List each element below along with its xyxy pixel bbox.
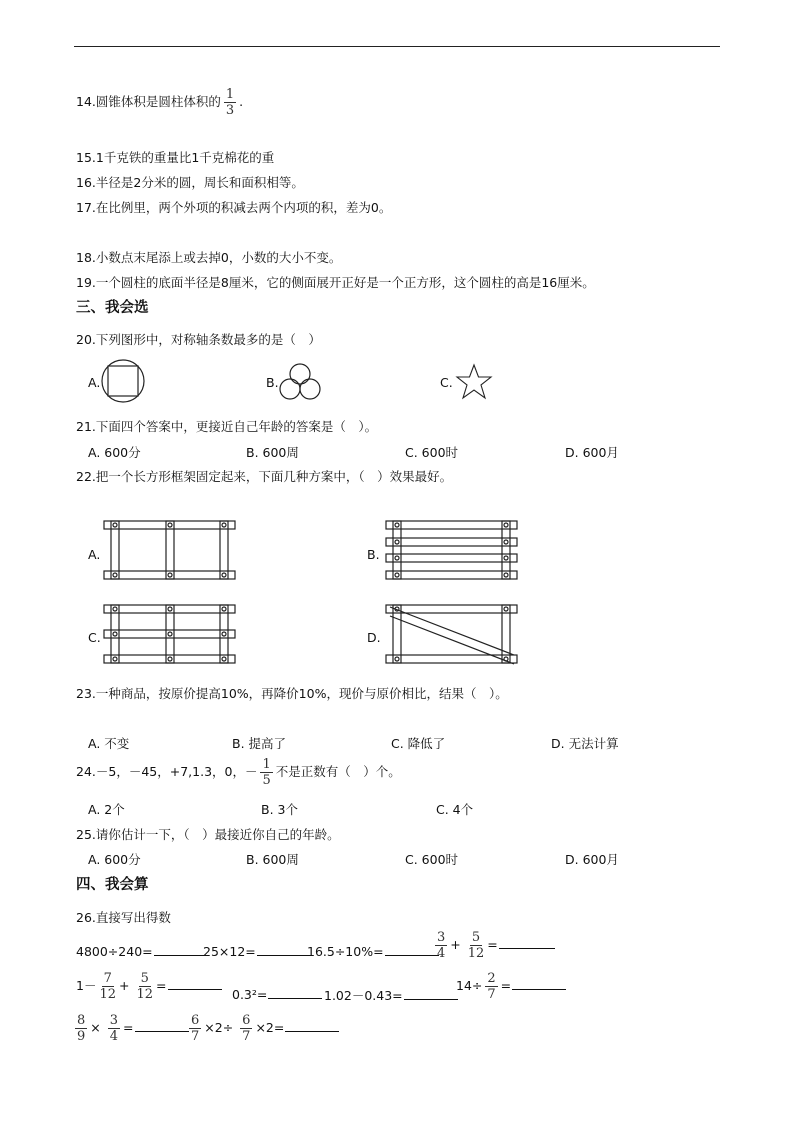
calc-fraction-mixed-ops [186,1014,339,1043]
fraction-numerator: 2 [487,971,496,986]
fraction [108,1014,120,1043]
q20-option-b-label: B. [266,375,279,390]
operator: + [119,978,130,993]
fraction-numerator: 1 [262,757,271,772]
fraction-denominator: 7 [242,1029,251,1044]
question-15: 15.1千克铁的重量比1千克棉花的重 [76,150,275,165]
fraction-denominator: 12 [467,946,485,961]
fraction-numerator: 6 [242,1013,251,1028]
calc-expression: 14÷ [456,978,483,993]
calc-4800-div-240 [76,943,208,959]
fraction [224,88,236,117]
calc-0-3-squared [232,986,322,1002]
q25-option-a: A. 600分 [88,852,141,867]
q22-option-b-label: B. [367,547,380,562]
question-20: 20.下列图形中，对称轴条数最多的是（ ） [76,332,321,347]
answer-blank[interactable] [268,986,322,999]
fraction-denominator: 4 [437,946,446,961]
question-19: 19.一个圆柱的底面半径是8厘米，它的侧面展开正好是一个正方形，这个圆柱的高是16厘米。 [76,275,595,290]
q14-end: . [239,94,244,109]
q25-option-c: C. 600时 [405,852,459,867]
calc-expression: 1－ [76,978,97,993]
q24-option-a: A. 2个 [88,802,125,817]
section-3-heading: 三、我会选 [76,300,149,316]
equals-sign: ×2= [255,1020,285,1035]
q23-option-c: C. 降低了 [391,736,446,751]
circle-square-figure [100,359,148,407]
q21-option-a: A. 600分 [88,445,141,460]
fraction [435,931,447,960]
equals-sign: = [487,937,498,952]
fraction-numerator: 8 [77,1013,86,1028]
fraction [136,972,153,1001]
question-25: 25.请你估计一下，（ ）最接近你自己的年龄。 [76,827,340,842]
fraction-denominator: 5 [262,773,271,788]
q21-option-d: D. 600月 [565,445,619,460]
calc-expression: 25×12= [203,944,256,959]
equals-sign: = [156,978,167,993]
answer-blank[interactable] [135,1019,189,1032]
fraction-denominator: 3 [225,103,235,118]
calc-one-minus-fractions [76,972,222,1001]
fraction [240,1014,252,1043]
operator: + [450,937,461,952]
q24-option-b: B. 3个 [261,802,298,817]
fraction [189,1014,201,1043]
section-4-heading: 四、我会算 [76,877,149,893]
question-21: 21.下面四个答案中，更接近自己年龄的答案是（ ）。 [76,419,378,434]
fraction-denominator: 4 [109,1029,119,1044]
fraction-numerator: 3 [437,930,446,945]
q23-option-d: D. 无法计算 [551,736,619,751]
fraction [485,972,497,1001]
frame-figure-b [386,521,518,581]
frame-figure-d [386,605,520,665]
calc-16-5-div-10pct [307,943,439,959]
answer-blank[interactable] [285,1019,339,1032]
fraction-denominator: 9 [77,1029,86,1044]
calc-fraction-product [72,1014,189,1043]
question-24 [76,758,401,787]
fraction-numerator: 3 [109,1013,119,1028]
q22-option-d-label: D. [367,630,381,645]
q24-text-after: 不是正数有（ ）个。 [275,764,401,779]
q14-text: 14.圆锥体积是圆柱体积的 [76,94,221,109]
question-17: 17.在比例里，两个外项的积减去两个内项的积，差为0。 [76,200,392,215]
answer-blank[interactable] [499,936,555,949]
q23-option-b: B. 提高了 [232,736,287,751]
q25-option-d: D. 600月 [565,852,619,867]
star-figure [455,364,495,400]
q21-option-b: B. 600周 [246,445,299,460]
operator: ×2÷ [204,1020,234,1035]
q20-option-a-label: A. [88,375,101,390]
fraction-numerator: 1 [225,87,235,102]
q24-option-c: C. 4个 [436,802,474,817]
fraction-numerator: 7 [103,971,112,986]
operator: × [90,1020,101,1035]
q20-option-c-label: C. [440,375,453,390]
fraction-numerator: 5 [140,971,149,986]
header-rule [74,46,720,47]
question-26-title: 26.直接写出得数 [76,910,171,925]
question-14 [76,88,243,117]
answer-blank[interactable] [154,943,208,956]
equals-sign: = [123,1020,134,1035]
question-23: 23.一种商品，按原价提高10%，再降价10%，现价与原价相比，结果（ ）。 [76,686,508,701]
question-22: 22.把一个长方形框架固定起来，下面几种方案中，（ ）效果最好。 [76,469,453,484]
q22-option-a-label: A. [88,547,101,562]
calc-14-div-fraction [456,972,566,1001]
fraction [260,758,272,787]
calc-expression: 1.02－0.43= [324,988,403,1003]
fraction [99,972,116,1001]
fraction-denominator: 12 [99,987,116,1002]
answer-blank[interactable] [512,977,566,990]
fraction-numerator: 5 [471,930,481,945]
question-18: 18.小数点末尾添上或去掉0，小数的大小不变。 [76,250,342,265]
calc-expression: 16.5÷10%= [307,944,384,959]
q23-option-a: A. 不变 [88,736,130,751]
calc-25-times-12 [203,943,311,959]
q21-option-c: C. 600时 [405,445,459,460]
fraction [468,931,485,960]
frame-figure-c [104,605,236,665]
calc-expression: 4800÷240= [76,944,153,959]
fraction-denominator: 7 [487,987,496,1002]
calc-fraction-sum-1 [432,931,555,960]
frame-figure-a [104,521,236,581]
answer-blank[interactable] [385,943,439,956]
answer-blank[interactable] [257,943,311,956]
answer-blank[interactable] [168,977,222,990]
answer-blank[interactable] [404,987,458,1000]
q24-text-before: 24.－5，－45，+7,1.3，0，－ [76,764,258,779]
q25-option-b: B. 600周 [246,852,299,867]
question-16: 16.半径是2分米的圆，周长和面积相等。 [76,175,304,190]
calc-1-02-minus-0-43 [324,986,458,1004]
fraction-denominator: 7 [191,1029,200,1044]
fraction [75,1014,87,1043]
calc-expression: 0.3²= [232,987,268,1002]
three-circles-figure [279,363,323,401]
q22-option-c-label: C. [88,630,101,645]
fraction-numerator: 6 [191,1013,200,1028]
fraction-denominator: 12 [136,987,154,1002]
equals-sign: = [500,978,512,993]
